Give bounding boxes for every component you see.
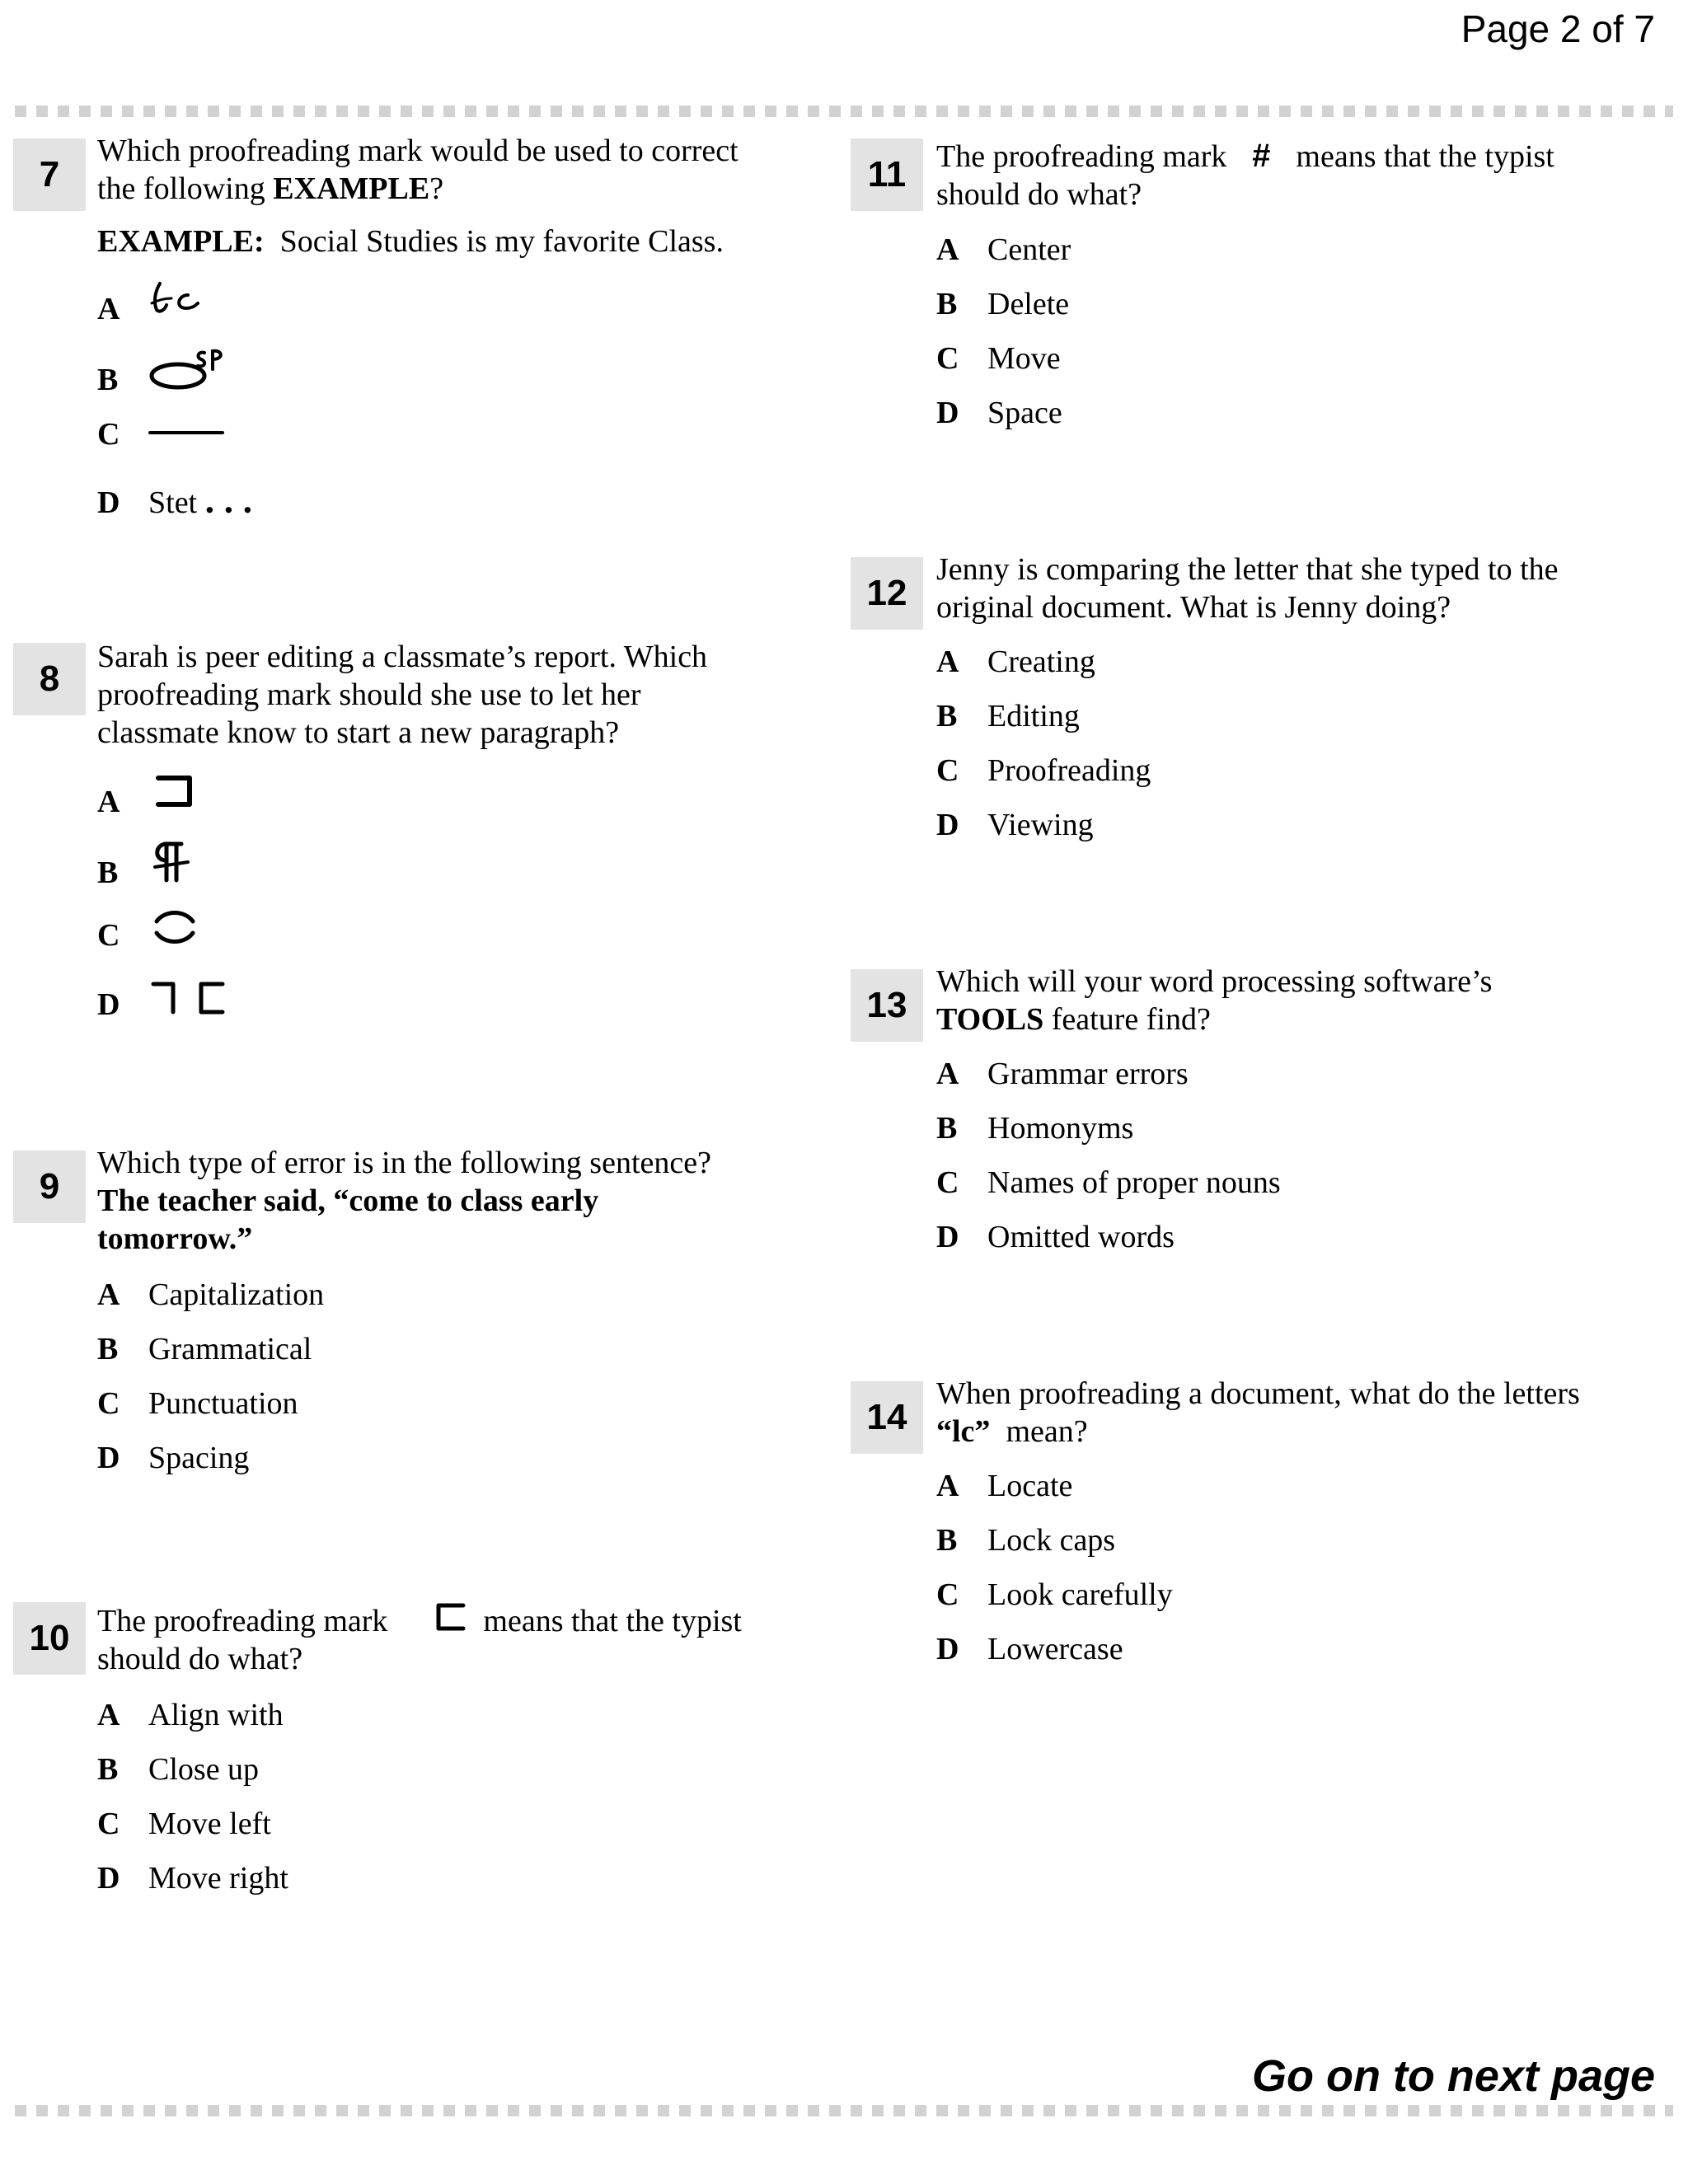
spell-out-sp-mark-icon [147,344,229,392]
option-d[interactable]: D Lowercase [936,1632,1123,1666]
go-on-next-page-text: Go on to next page [1251,2051,1655,2101]
option-c[interactable]: C [97,918,120,953]
question-number: 11 [851,138,923,211]
option-b[interactable]: B Editing [936,699,1080,733]
hash-symbol: # [1252,138,1271,174]
option-d[interactable]: D [97,987,120,1022]
option-d[interactable]: D Spacing [97,1441,250,1475]
question-text: Which will your word processing software’s TOOLS feature find? [936,964,1493,1037]
question-text: The proofreading mark means that the typist should do what? [97,1604,742,1676]
option-d[interactable]: D Space [936,396,1062,430]
question-number: 13 [851,969,923,1042]
question-number: 9 [13,1151,86,1223]
question-text: Which type of error is in the following sentence? The teacher said, “come to class early tomorrow.” [97,1146,711,1256]
question-text: Which proofreading mark would be used to correct the following EXAMPLE? EXAMPLE: Social Studies is my favorite Class. [97,134,738,259]
paragraph-mark-icon [148,839,195,885]
option-b[interactable]: B [97,363,119,397]
option-a[interactable]: A [97,785,120,819]
option-b[interactable]: B Lock caps [936,1523,1116,1558]
top-divider [15,105,1673,117]
option-d[interactable]: D Move right [97,1861,288,1896]
option-d[interactable]: D Viewing [936,808,1094,842]
lowercase-lc-mark-icon [148,280,206,318]
option-a[interactable]: A Locate [936,1469,1073,1503]
option-c[interactable]: C Move left [97,1807,271,1841]
question-number: 10 [13,1602,86,1675]
question-text: Jenny is comparing the letter that she typed to the original document. What is Jenny doing? [936,552,1559,625]
underline-italic-mark-icon [147,427,226,438]
question-text: Sarah is peer editing a classmate’s report. Which proofreading mark should she use to let her classmate know to start a new paragraph? [97,640,708,750]
option-b[interactable]: B Homonyms [936,1111,1134,1146]
option-b[interactable]: B Delete [936,287,1070,321]
option-d[interactable]: D Omitted words [936,1220,1175,1254]
option-b[interactable]: B [97,855,119,890]
question-number: 7 [13,138,86,211]
option-a[interactable]: A Align with [97,1698,284,1732]
option-b[interactable]: B Grammatical [97,1332,312,1366]
option-a[interactable]: A Capitalization [97,1277,325,1312]
option-c[interactable]: C Proofreading [936,753,1151,788]
question-number: 8 [13,643,86,715]
option-b[interactable]: B Close up [97,1752,260,1787]
option-c[interactable]: C [97,417,120,452]
option-c[interactable]: C Look carefully [936,1577,1173,1612]
bottom-divider [15,2105,1673,2116]
move-left-bracket-mark-icon [432,1601,470,1633]
option-c[interactable]: C Punctuation [97,1386,298,1421]
option-a[interactable]: A Creating [936,644,1095,679]
move-right-bracket-mark-icon [153,773,199,811]
option-a[interactable]: A [97,292,120,326]
option-c[interactable]: C Names of proper nouns [936,1165,1281,1200]
option-d[interactable]: D Stet . . . [97,479,253,521]
question-text: When proofreading a document, what do the letters “lc” mean? [936,1376,1580,1449]
option-a[interactable]: A Grammar errors [936,1057,1189,1091]
question-number: 14 [851,1381,923,1454]
page-number: Page 2 of 7 [1461,7,1655,50]
question-number: 12 [851,557,923,630]
option-c[interactable]: C Move [936,341,1061,376]
close-up-mark-icon [152,908,198,946]
question-text: The proofreading mark # means that the typist should do what? [936,138,1554,212]
center-brackets-mark-icon [148,977,231,1019]
option-a[interactable]: A Center [936,232,1071,267]
